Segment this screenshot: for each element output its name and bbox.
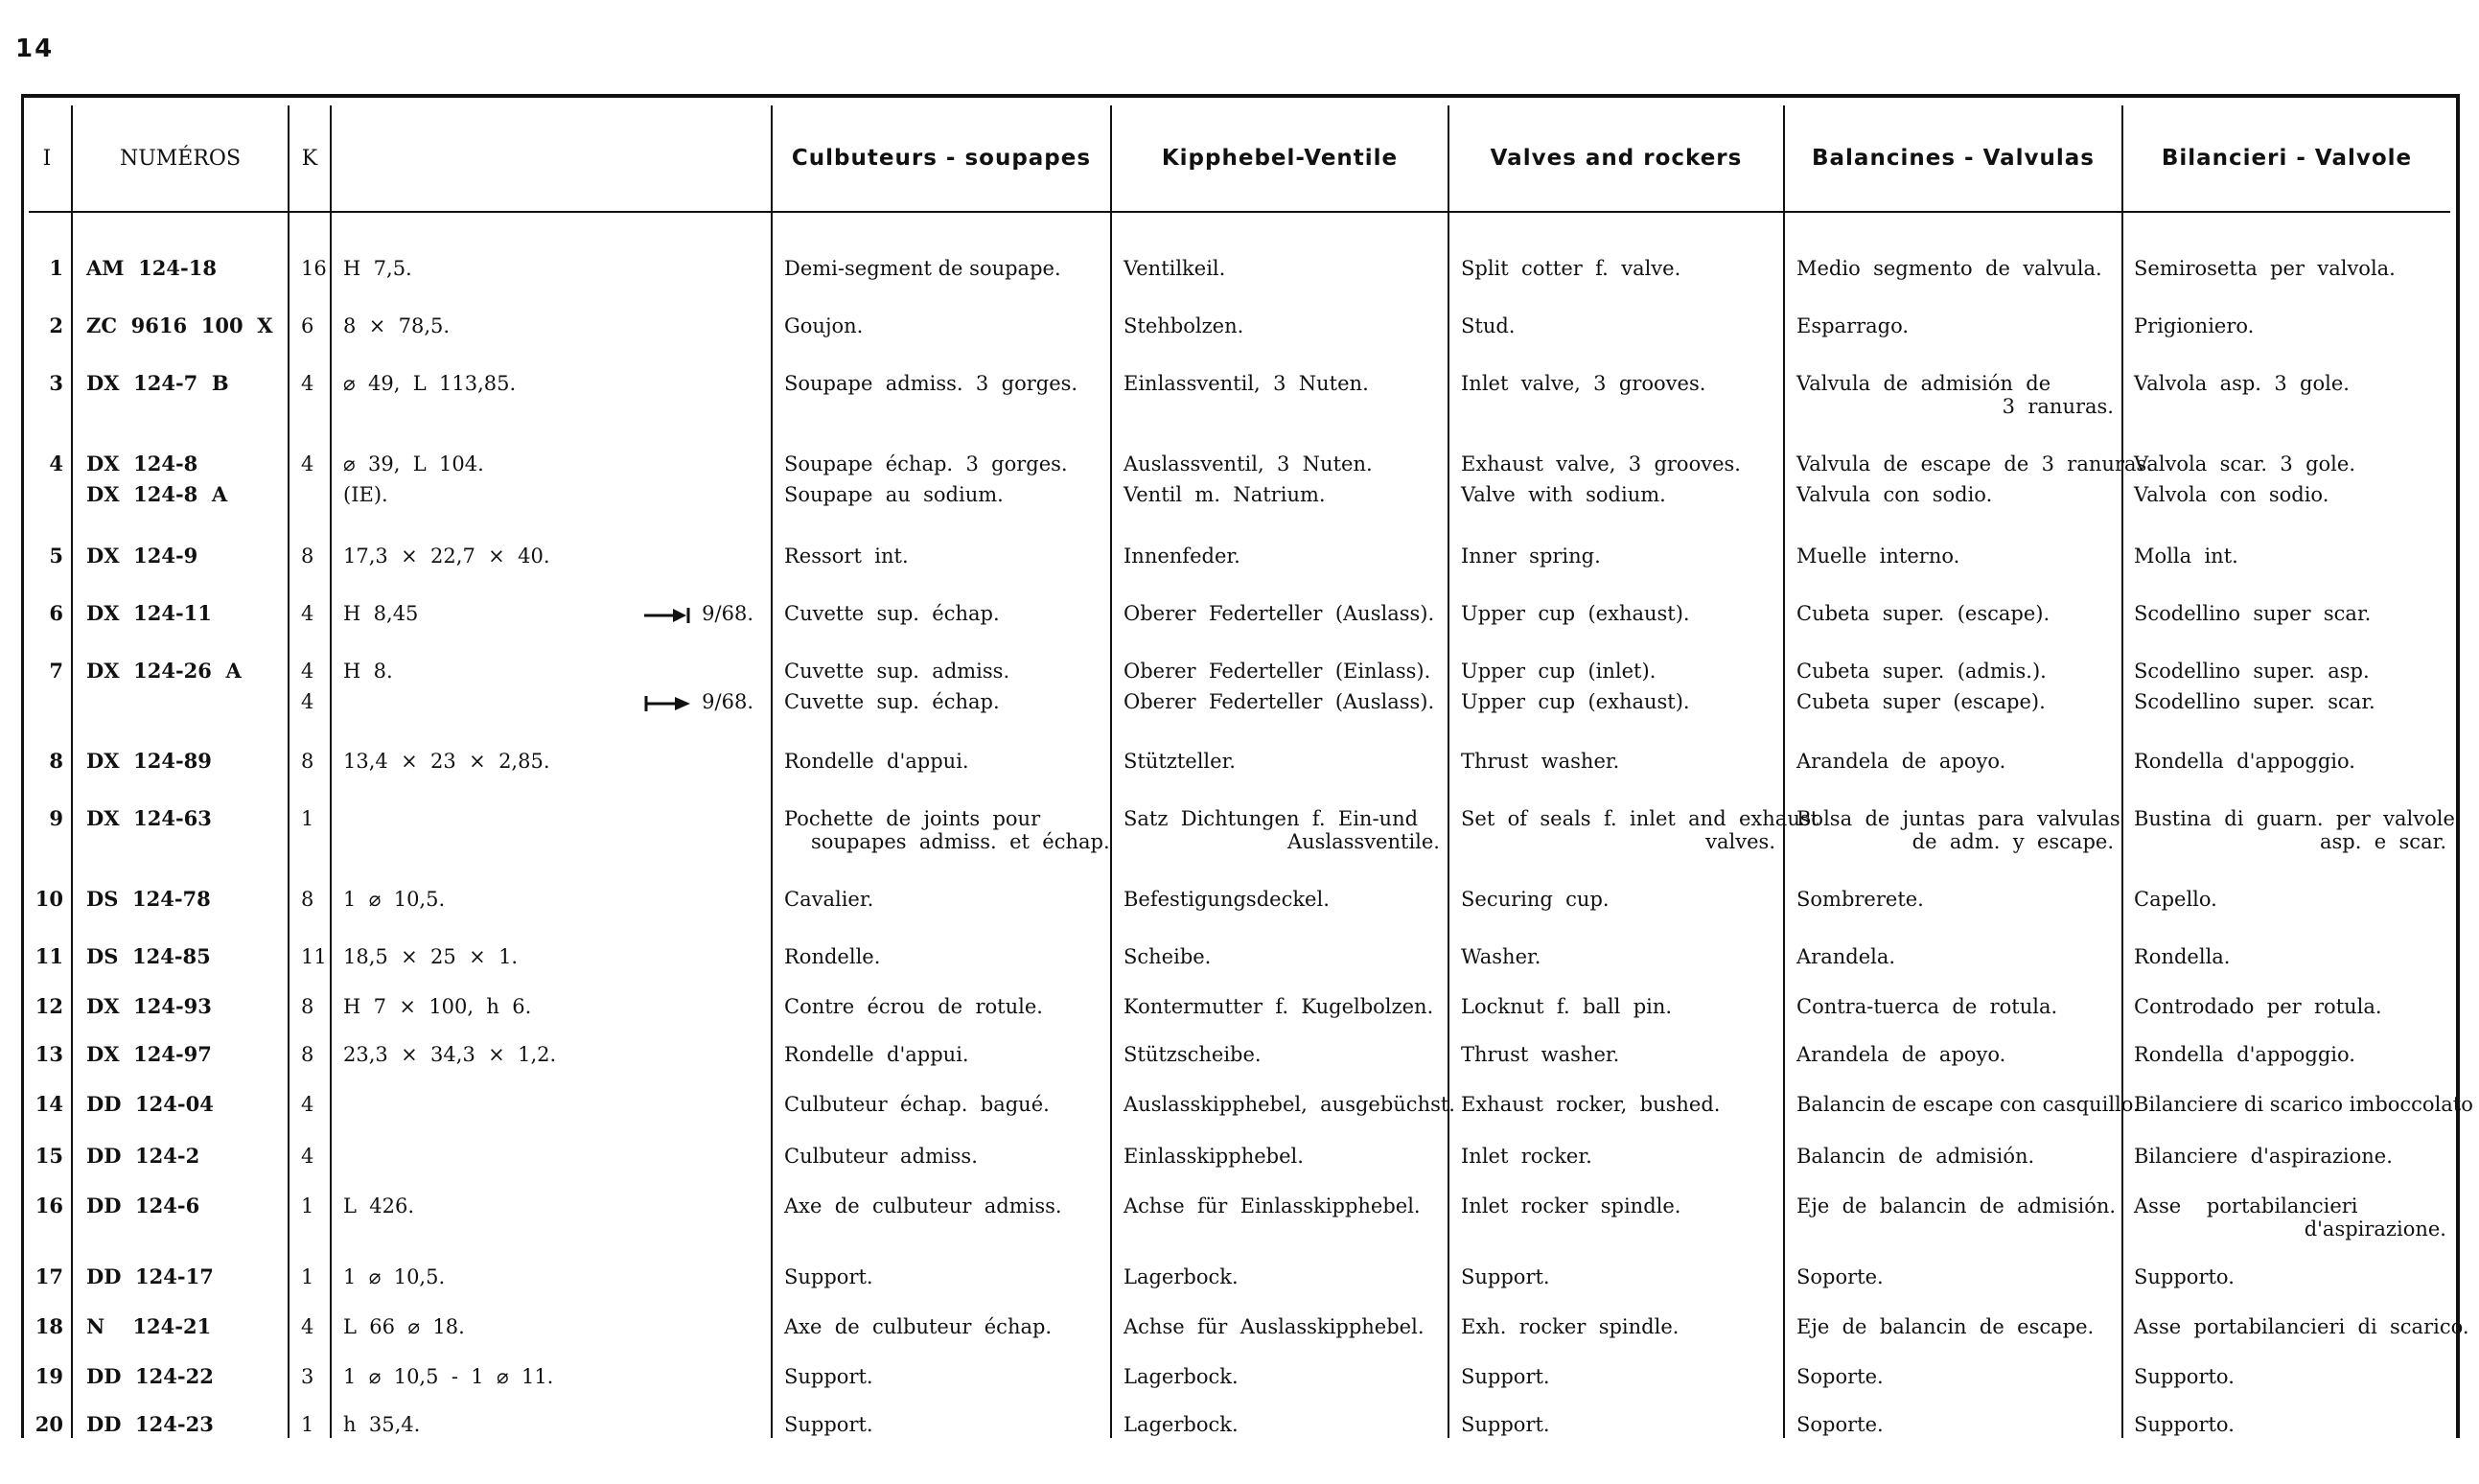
table-row [0,803,2479,857]
cell-fr: Rondelle d'appui. [784,1043,969,1066]
cell-de-line2: Ventil m. Natrium. [1124,483,1326,506]
cell-num: DX 124-7 B [86,371,229,395]
cell-k: 8 [301,750,314,773]
cell-fr: Support. [784,1413,873,1436]
cell-i: 12 [35,994,63,1018]
header-index: I [42,146,52,171]
cell-num: DX 124-11 [86,601,212,625]
cell-fr: Pochette de joints pour [784,807,1041,830]
cell-de: Kontermutter f. Kugelbolzen. [1124,995,1434,1018]
revision-note [642,686,753,717]
cell-k: 8 [301,545,314,568]
cell-en-line2: valves. [1705,830,1775,853]
cell-dim: 1 ⌀ 10,5. [343,888,446,911]
cell-es: Contra-tuerca de rotula. [1796,995,2058,1018]
cell-k: 1 [301,1265,314,1288]
cell-it: Scodellino super. asp. [2134,660,2370,683]
cell-num: DD 124-23 [86,1412,214,1436]
table-row [0,311,2479,364]
table-row [0,1089,2479,1143]
cell-de: Oberer Federteller (Auslass). [1124,602,1435,625]
cell-en-line2: Upper cup (exhaust). [1461,690,1690,713]
cell-de: Auslassventil, 3 Nuten. [1124,452,1373,475]
cell-i: 16 [35,1194,63,1217]
cell-en: Thrust washer. [1461,750,1620,773]
cell-es: Arandela de apoyo. [1796,750,2006,773]
cell-dim: h 35,4. [343,1413,421,1436]
cell-num: DD 124-2 [86,1144,200,1168]
cell-num: DD 124-6 [86,1194,200,1217]
cell-it: Rondella d'appoggio. [2134,750,2355,773]
cell-en: Locknut f. ball pin. [1461,995,1673,1018]
cell-de: Stehbolzen. [1124,314,1244,337]
cell-num: AM 124-18 [86,256,217,280]
cell-en: Securing cup. [1461,888,1610,911]
cell-en: Exhaust valve, 3 grooves. [1461,452,1741,475]
cell-it: Supporto. [2134,1365,2235,1388]
cell-fr: Rondelle. [784,945,881,968]
revision-note [642,598,753,629]
cell-dim: 17,3 × 22,7 × 40. [343,545,550,568]
cell-i: 1 [49,256,63,280]
cell-dim: H 7,5. [343,257,412,280]
cell-it-line2: d'aspirazione. [2304,1217,2446,1241]
cell-k: 1 [301,807,314,830]
bar-to-arrow-icon [642,694,692,713]
cell-fr: Soupape échap. 3 gorges. [784,452,1068,475]
cell-fr: Culbuteur admiss. [784,1145,978,1168]
cell-de: Satz Dichtungen f. Ein-und [1124,807,1419,830]
cell-dim: L 66 ⌀ 18. [343,1315,465,1338]
cell-en: Washer. [1461,945,1541,968]
table-row [0,884,2479,938]
cell-k: 16 [301,257,327,280]
cell-fr: Axe de culbuteur échap. [784,1315,1053,1338]
cell-k: 4 [301,1093,314,1116]
cell-es: Muelle interno. [1796,545,1960,568]
cell-es: Soporte. [1796,1265,1884,1288]
cell-de: Lagerbock. [1124,1265,1239,1288]
cell-num: DX 124-63 [86,806,212,830]
cell-num: DX 124-9 [86,544,198,568]
cell-k: 3 [301,1365,314,1388]
cell-dim: 18,5 × 25 × 1. [343,945,519,968]
cell-es: Cubeta super. (escape). [1796,602,2050,625]
cell-fr-line2: Cuvette sup. échap. [784,690,1000,713]
cell-k-line2: 4 [301,690,314,713]
cell-i: 5 [49,544,63,568]
table-row [0,368,2479,422]
cell-it-line2: Valvola con sodio. [2134,483,2329,506]
revision-date: 9/68. [702,690,753,713]
cell-de: Einlassventil, 3 Nuten. [1124,372,1369,395]
cell-it: Semirosetta per valvola. [2134,257,2396,280]
table-row [0,1262,2479,1315]
cell-i: 15 [35,1144,63,1168]
cell-en: Stud. [1461,314,1516,337]
cell-de: Lagerbock. [1124,1413,1239,1436]
cell-num: DX 124-93 [86,994,212,1018]
cell-fr: Contre écrou de rotule. [784,995,1043,1018]
cell-de-line2: Auslassventile. [1286,830,1440,853]
cell-dim: 13,4 × 23 × 2,85. [343,750,550,773]
cell-es: Valvula de admisión de [1796,372,2051,395]
cell-es: Bolsa de juntas para valvulas [1796,807,2120,830]
table-row [0,1361,2479,1415]
cell-es: Soporte. [1796,1365,1884,1388]
cell-de: Scheibe. [1124,945,1212,968]
cell-en: Inlet rocker. [1461,1145,1592,1168]
header-english: Valves and rockers [1490,146,1743,171]
cell-fr: Cuvette sup. admiss. [784,660,1010,683]
cell-es: Soporte. [1796,1413,1884,1436]
cell-en: Upper cup (inlet). [1461,660,1657,683]
cell-fr: Soupape admiss. 3 gorges. [784,372,1078,395]
cell-i: 4 [49,452,63,475]
cell-it-line2: Scodellino super. scar. [2134,690,2375,713]
cell-es-line2: 3 ranuras. [2002,395,2114,418]
cell-de: Stützteller. [1124,750,1236,773]
cell-it: Prigioniero. [2134,314,2255,337]
cell-fr: Support. [784,1365,873,1388]
cell-es: Eje de balancin de admisión. [1796,1194,2117,1217]
table-row [0,941,2479,995]
cell-it: Bilanciere di scarico imboccolato [2134,1093,2473,1116]
cell-i: 10 [35,887,63,911]
cell-de: Achse für Einlasskipphebel. [1124,1194,1421,1217]
cell-en-line2: Valve with sodium. [1461,483,1666,506]
cell-it: Controdado per rotula. [2134,995,2382,1018]
table-row [0,598,2479,652]
cell-k: 1 [301,1194,314,1217]
cell-k: 6 [301,314,314,337]
cell-k: 8 [301,1043,314,1066]
cell-de-line2: Oberer Federteller (Auslass). [1124,690,1435,713]
cell-fr: Demi-segment de soupape. [784,257,1061,280]
table-row [0,746,2479,800]
cell-k: 4 [301,1315,314,1338]
cell-i: 13 [35,1042,63,1066]
cell-es: Cubeta super. (admis.). [1796,660,2047,683]
cell-k: 1 [301,1413,314,1436]
cell-it: Rondella d'appoggio. [2134,1043,2355,1066]
cell-it: Valvola scar. 3 gole. [2134,452,2355,475]
cell-i: 17 [35,1264,63,1288]
header-k: K [301,146,318,171]
cell-k: 8 [301,888,314,911]
cell-dim: H 7 × 100, h 6. [343,995,532,1018]
cell-i: 3 [49,371,63,395]
cell-i: 20 [35,1412,63,1436]
cell-num: DD 124-22 [86,1364,214,1388]
cell-en: Inlet rocker spindle. [1461,1194,1681,1217]
cell-k: 4 [301,372,314,395]
cell-en: Set of seals f. inlet and exhaust [1461,807,1819,830]
cell-it: Asse portabilancieri [2134,1194,2358,1217]
cell-i: 9 [49,806,63,830]
cell-en: Support. [1461,1265,1550,1288]
cell-dim: 1 ⌀ 10,5. [343,1265,446,1288]
table-row [0,1311,2479,1365]
cell-num: ZC 9616 100 X [86,313,273,337]
cell-num: N 124-21 [86,1314,212,1338]
cell-es: Esparrago. [1796,314,1910,337]
cell-i: 18 [35,1314,63,1338]
cell-i: 8 [49,749,63,773]
cell-fr: Rondelle d'appui. [784,750,969,773]
cell-de: Lagerbock. [1124,1365,1239,1388]
cell-es: Eje de balancin de escape. [1796,1315,2095,1338]
page-number: 14 [15,35,55,63]
table-row [0,1191,2479,1244]
header-german: Kipphebel-Ventile [1161,146,1399,171]
cell-en: Inner spring. [1461,545,1601,568]
cell-fr-line2: Soupape au sodium. [784,483,1004,506]
cell-it: Supporto. [2134,1413,2235,1436]
header-divider [29,211,2450,213]
cell-es: Arandela de apoyo. [1796,1043,2006,1066]
cell-it: Bustina di guarn. per valvole [2134,807,2455,830]
cell-es: Arandela. [1796,945,1896,968]
table-row [0,991,2479,1045]
cell-dim: 8 × 78,5. [343,314,451,337]
cell-dim: ⌀ 49, L 113,85. [343,372,517,395]
cell-i: 2 [49,313,63,337]
cell-es: Sombrerete. [1796,888,1924,911]
revision-date: 9/68. [702,602,753,625]
cell-en: Exh. rocker spindle. [1461,1315,1680,1338]
cell-it-line2: asp. e scar. [2319,830,2446,853]
cell-num: DD 124-04 [86,1092,214,1116]
cell-dim: H 8,45 [343,602,419,625]
cell-it: Molla int. [2134,545,2238,568]
cell-i: 7 [49,659,63,683]
cell-it: Valvola asp. 3 gole. [2134,372,2350,395]
cell-it: Asse portabilancieri di scarico. [2134,1315,2469,1338]
cell-es-line2: Valvula con sodio. [1796,483,1993,506]
cell-es: Valvula de escape de 3 ranuras. [1796,452,2153,475]
cell-num: DX 124-89 [86,749,212,773]
cell-it: Bilanciere d'aspirazione. [2134,1145,2393,1168]
cell-fr: Ressort int. [784,545,909,568]
cell-en: Upper cup (exhaust). [1461,602,1690,625]
table-row [0,449,2479,506]
cell-i: 14 [35,1092,63,1116]
cell-k: 8 [301,995,314,1018]
cell-en: Split cotter f. valve. [1461,257,1681,280]
table-row [0,1039,2479,1093]
cell-num-line2: DX 124-8 A [86,482,228,506]
cell-en: Thrust washer. [1461,1043,1620,1066]
cell-k: 4 [301,660,314,683]
cell-fr: Axe de culbuteur admiss. [784,1194,1062,1217]
cell-fr: Culbuteur échap. bagué. [784,1093,1050,1116]
cell-num: DS 124-85 [86,944,211,968]
cell-en: Support. [1461,1413,1550,1436]
cell-k: 11 [301,945,327,968]
cell-es: Balancin de escape con casquillo. [1796,1093,2140,1116]
cell-de: Stützscheibe. [1124,1043,1262,1066]
cell-k: 4 [301,602,314,625]
cell-de: Innenfeder. [1124,545,1240,568]
header-french: Culbuteurs - soupapes [791,146,1092,171]
cell-es: Medio segmento de valvula. [1796,257,2102,280]
cell-de: Oberer Federteller (Einlass). [1124,660,1431,683]
table-row [0,656,2479,713]
cell-dim: H 8. [343,660,393,683]
cell-de: Befestigungsdeckel. [1124,888,1330,911]
cell-es: Balancin de admisión. [1796,1145,2035,1168]
cell-i: 11 [35,944,63,968]
cell-en: Exhaust rocker, bushed. [1461,1093,1721,1116]
header-numbers: NUMÉROS [119,146,242,171]
cell-de: Achse für Auslasskipphebel. [1124,1315,1425,1338]
cell-k: 4 [301,1145,314,1168]
cell-fr: Cuvette sup. échap. [784,602,1000,625]
cell-it: Supporto. [2134,1265,2235,1288]
cell-en: Inlet valve, 3 grooves. [1461,372,1706,395]
cell-it: Scodellino super scar. [2134,602,2372,625]
cell-fr: Goujon. [784,314,864,337]
cell-de: Ventilkeil. [1124,257,1226,280]
cell-num: DX 124-8 [86,452,198,475]
cell-num: DX 124-26 A [86,659,242,683]
cell-en: Support. [1461,1365,1550,1388]
cell-fr: Cavalier. [784,888,874,911]
cell-num: DS 124-78 [86,887,211,911]
header-italian: Bilancieri - Valvole [2161,146,2413,171]
cell-dim-line2: (IE). [343,483,388,506]
cell-dim: L 426. [343,1194,415,1217]
cell-it: Rondella. [2134,945,2231,968]
cell-num: DX 124-97 [86,1042,212,1066]
arrow-to-bar-icon [642,606,692,625]
cell-de: Einlasskipphebel. [1124,1145,1304,1168]
cell-num: DD 124-17 [86,1264,214,1288]
table-row [0,1409,2479,1463]
cell-es-line2: de adm. y escape. [1911,830,2114,853]
table-row [0,541,2479,594]
cell-es-line2: Cubeta super (escape). [1796,690,2046,713]
cell-de: Auslasskipphebel, ausgebüchst. [1124,1093,1455,1116]
table-row [0,253,2479,307]
cell-dim: 1 ⌀ 10,5 - 1 ⌀ 11. [343,1365,554,1388]
cell-dim: 23,3 × 34,3 × 1,2. [343,1043,557,1066]
cell-k: 4 [301,452,314,475]
cell-fr: Support. [784,1265,873,1288]
cell-i: 6 [49,601,63,625]
table-row [0,1141,2479,1194]
cell-fr-line2: soupapes admiss. et échap. [811,830,1110,853]
cell-dim: ⌀ 39, L 104. [343,452,484,475]
cell-i: 19 [35,1364,63,1388]
cell-it: Capello. [2134,888,2217,911]
header-spanish: Balancines - Valvulas [1812,146,2095,171]
